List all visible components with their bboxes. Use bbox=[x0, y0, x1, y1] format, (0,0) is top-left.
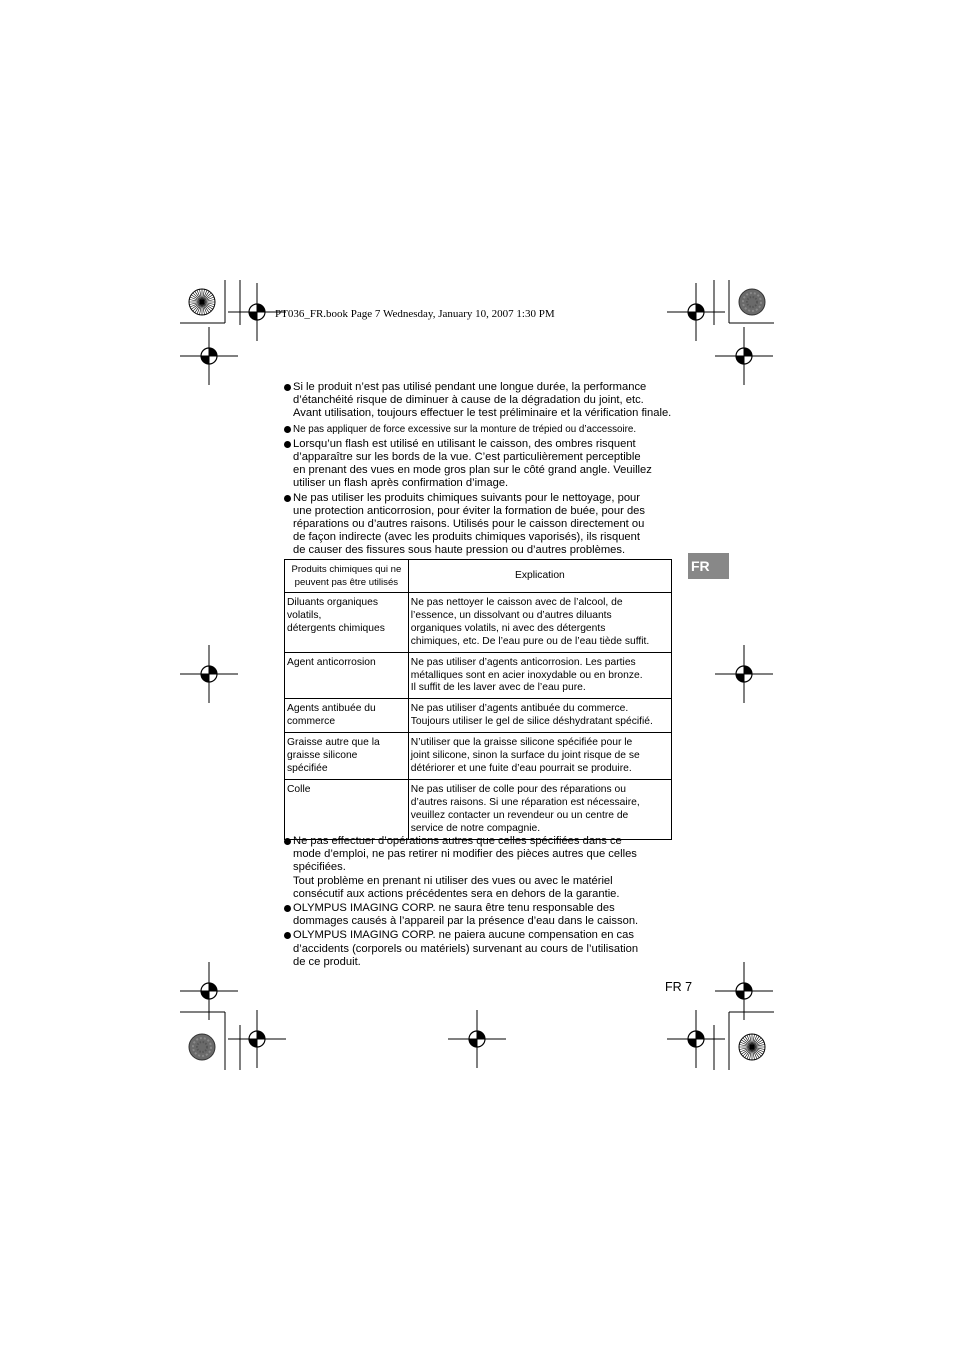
cell-line: d’autres raisons. Si une réparation est nécessaire, bbox=[410, 796, 640, 808]
list-item-line: Tout problème en prenant ni utiliser des vues ou avec le matériel bbox=[293, 874, 613, 887]
list-item-line: mode d’emploi, ne pas retirer ni modifier des pièces autres que celles bbox=[293, 848, 637, 861]
list-item-line: d’apparaître sur les bords de la vue. C’est particulièrement perceptible bbox=[293, 451, 641, 464]
table-header-products bbox=[285, 560, 409, 593]
cell-line: joint silicone, sinon la surface du joint risque de se bbox=[410, 750, 640, 762]
table-row bbox=[285, 699, 672, 733]
cell-line: graisse silicone bbox=[287, 750, 358, 762]
list-item-line: spécifiées. bbox=[293, 861, 346, 874]
list-item-line: de façon indirecte (avec les produits chimiques vaporisés), ils risquent bbox=[293, 531, 640, 544]
cell-line: spécifiée bbox=[287, 762, 328, 774]
list-item-line: réparations ou d’autres raisons. Utilisés pour le caisson directement ou bbox=[293, 518, 645, 531]
list-item-line: Ne pas appliquer de force excessive sur la monture de trépied ou d’accessoire. bbox=[293, 423, 637, 435]
cell-line: détériorer et une fuite d’eau pourrait se produire. bbox=[410, 762, 632, 774]
table-row bbox=[285, 652, 672, 699]
list-item bbox=[284, 381, 676, 421]
table-row bbox=[285, 593, 672, 653]
cell-line: Diluants organiques bbox=[287, 597, 379, 608]
cell-line: veuillez contacter un revendeur ou un centre de bbox=[410, 809, 629, 821]
table-header-explication: Explication bbox=[408, 560, 671, 593]
chemicals-table bbox=[284, 559, 672, 840]
list-item-line: en prenant des vues en mode gros plan sur le côté grand angle. Veuillez bbox=[293, 464, 652, 477]
list-item-line: OLYMPUS IMAGING CORP. ne paiera aucune compensation en cas bbox=[293, 929, 634, 942]
list-item-line: une protection anticorrosion, pour éviter la formation de buée, pour des bbox=[293, 504, 645, 517]
header-line: peuvent pas être utilisés bbox=[294, 576, 399, 588]
list-item bbox=[284, 438, 676, 491]
page-number: FR 7 bbox=[665, 980, 693, 994]
cell-line: Il suffit de les laver avec de l’eau pure. bbox=[410, 682, 586, 694]
precautions-list-top bbox=[284, 381, 676, 559]
list-item-line: d’étanchéité risque de diminuer à cause de la dégradation du joint, etc. bbox=[293, 394, 644, 407]
list-item-line: utiliser un flash après confirmation d’image. bbox=[293, 477, 509, 490]
list-item-line: de ce produit. bbox=[293, 955, 361, 968]
table-cell-product bbox=[285, 699, 409, 733]
list-item-line: Si le produit n’est pas utilisé pendant une longue durée, la performance bbox=[293, 381, 647, 393]
list-item-line: Ne pas effectuer d’opérations autres que celles spécifiées dans ce bbox=[293, 835, 622, 847]
list-item-line: dommages causés à l’appareil par la présence d’eau dans le caisson. bbox=[293, 915, 639, 928]
table-cell-explication bbox=[408, 652, 671, 699]
table-cell-product bbox=[285, 779, 409, 839]
cell-line: Toujours utiliser le gel de silice déshydratant spécifié. bbox=[410, 716, 653, 728]
book-header-line: PT036_FR.book Page 7 Wednesday, January 10, 2007 1:30 PM bbox=[275, 308, 555, 320]
cell-line: détergents chimiques bbox=[287, 622, 385, 634]
language-tab: FR bbox=[688, 553, 729, 579]
cell-line: volatils, bbox=[287, 609, 322, 621]
list-item bbox=[284, 835, 676, 901]
cell-line: Agent anticorrosion bbox=[287, 656, 376, 668]
list-item bbox=[284, 902, 676, 928]
list-item bbox=[284, 929, 676, 969]
cell-line: Agents antibuée du bbox=[287, 703, 376, 715]
precautions-list-bottom bbox=[284, 835, 676, 970]
list-item-line: OLYMPUS IMAGING CORP. ne saura être tenu responsable des bbox=[293, 902, 615, 915]
cell-line: chimiques, etc. De l’eau pure ou de l’eau tiède suffit. bbox=[410, 635, 650, 647]
cell-line: Ne pas nettoyer le caisson avec de l’alcool, de bbox=[410, 597, 623, 608]
list-item-line: Ne pas utiliser les produits chimiques suivants pour le nettoyage, pour bbox=[293, 491, 640, 504]
table-cell-product bbox=[285, 652, 409, 699]
cell-line: service de notre compagnie. bbox=[410, 822, 541, 834]
cell-line: Ne pas utiliser d’agents anticorrosion. Les parties bbox=[410, 656, 636, 668]
table-cell-product bbox=[285, 593, 409, 653]
cell-line: commerce bbox=[287, 716, 336, 728]
header-line: Produits chimiques qui ne bbox=[291, 564, 402, 575]
list-item-line: de causer des fissures sous haute pression ou d’autres problèmes. bbox=[293, 544, 626, 557]
cell-line: Ne pas utiliser de colle pour des réparations ou bbox=[410, 783, 626, 795]
table-row bbox=[285, 733, 672, 780]
cell-line: Graisse autre que la bbox=[287, 737, 380, 749]
table-cell-product bbox=[285, 733, 409, 780]
list-item-line: d’accidents (corporels ou matériels) survenant au cours de l’utilisation bbox=[293, 942, 639, 955]
cell-line: N’utiliser que la graisse silicone spécifiée pour le bbox=[410, 737, 633, 749]
cell-line: Ne pas utiliser d’agents antibuée du commerce. bbox=[410, 703, 629, 715]
table-header-row bbox=[285, 560, 672, 593]
table-cell-explication bbox=[408, 733, 671, 780]
cell-line: l’essence, un dissolvant ou d’autres diluants bbox=[410, 609, 612, 621]
cell-line: organiques volatils, ni avec des détergents bbox=[410, 622, 606, 634]
table-cell-explication bbox=[408, 779, 671, 839]
list-item-line: Lorsqu’un flash est utilisé en utilisant le caisson, des ombres risquent bbox=[293, 437, 636, 450]
cell-line: métalliques sont en acier inoxydable ou en bronze. bbox=[410, 669, 643, 681]
cell-line: Colle bbox=[287, 783, 311, 795]
table-cell-explication bbox=[408, 593, 671, 653]
list-item-line: consécutif aux actions précédentes sera en dehors de la garantie. bbox=[293, 887, 620, 900]
table-cell-explication bbox=[408, 699, 671, 733]
list-item bbox=[284, 492, 676, 558]
table-row bbox=[285, 779, 672, 839]
list-item-line: Avant utilisation, toujours effectuer le test préliminaire et la vérification finale. bbox=[293, 407, 672, 420]
list-item bbox=[284, 423, 676, 436]
